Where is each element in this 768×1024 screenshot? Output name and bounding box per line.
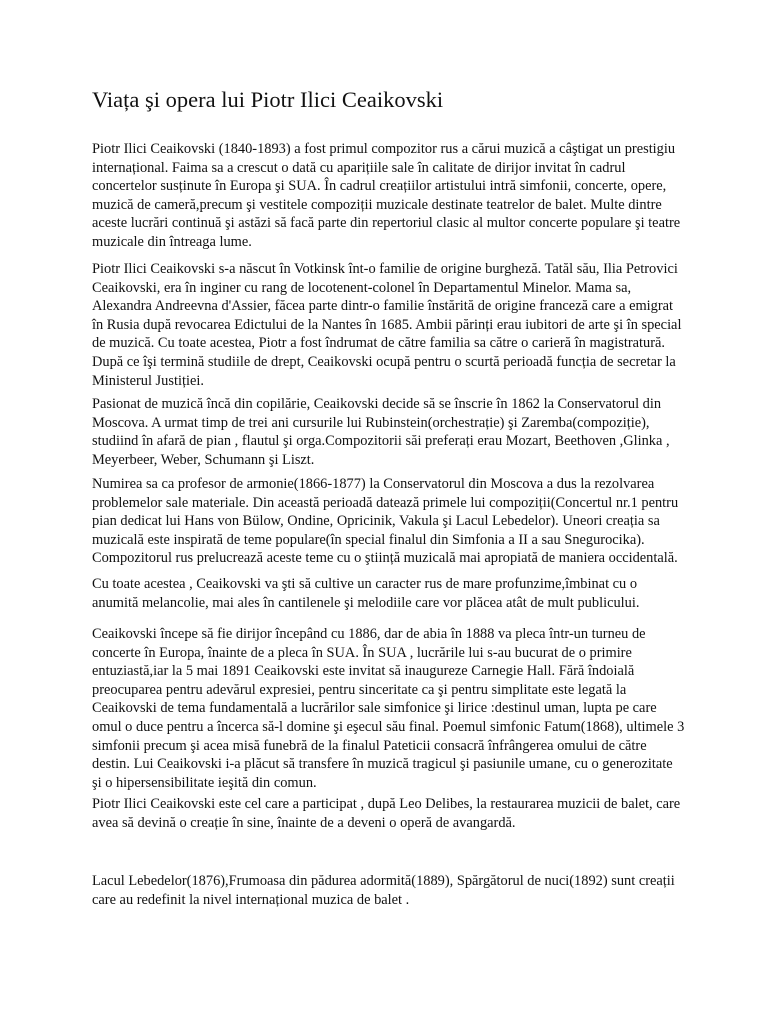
paragraph-line: Compozitorul rus prelucrează aceste teme cu o ştiință muzicală mai apropiată de maniera occidentală. — [92, 550, 678, 567]
paragraph-line: anumită melancolie, mai ales în cantilenele şi melodiile care vor plăcea atât de mult publicului. — [92, 594, 640, 611]
paragraph-line: Meyerbeer, Weber, Schumann şi Liszt. — [92, 451, 315, 468]
paragraph-line: problemelor sale materiale. Din această perioadă datează primele lui compoziții(Concertul nr.1 pentru — [92, 494, 679, 511]
paragraph-line: internațional. Faima sa a crescut o dată cu aparițiile sale în calitate de dirijor invitat în cadrul — [92, 159, 626, 176]
paragraph-line: omul o duce pentru a încerca să-l domine şi eşecul său final. Poemul simfonic Fatum(1868), ultimele 3 — [92, 718, 685, 735]
paragraph-line: muzicale din întreaga lume. — [92, 233, 252, 250]
paragraph-8 — [92, 872, 692, 909]
paragraph-4 — [92, 475, 692, 568]
paragraph-line: Numirea sa ca profesor de armonie(1866-1877) la Conservatorul din Moscova a dus la rezolvarea — [92, 476, 655, 492]
paragraph-line: concertelor susținute în Europa şi SUA. În cadrul creațiilor artistului intră simfonii, concerte, opere, — [92, 178, 667, 195]
paragraph-line: Piotr Ilici Ceaikovski s-a născut în Votkinsk înt-o familie de origine burgheză. Tatăl său, Ilia Petrovici — [92, 261, 678, 277]
paragraph-line: După ce îşi termină studiile de drept, Ceaikovski ocupă pentru o scurtă perioadă funcția de secretar la — [92, 353, 676, 370]
paragraph-line: muzicală este inspirată de teme populare(în special finalul din Simfonia a II a sau Snegurocika). — [92, 531, 645, 548]
paragraph-line: studiind în afară de pian , flautul şi orga.Compozitorii săi preferați erau Mozart, Beethoven ,Glinka , — [92, 433, 670, 450]
paragraph-line: Ceaikovski, era în inginer cu rang de locotenent-colonel în Departamentul Minelor. Mama sa, — [92, 279, 632, 296]
paragraph-line: Moscova. A urmat timp de trei ani cursurile lui Rubinstein(orchestrație) şi Zaremba(compoziție), — [92, 414, 650, 431]
paragraph-line: pian dedicat lui Hans von Bülow, Ondine, Opricinik, Vakula şi Lacul Lebedelor). Uneori creația sa — [92, 513, 660, 530]
paragraph-line: Pasionat de muzică încă din copilărie, Ceaikovski decide să se înscrie în 1862 la Conservatorul din — [92, 396, 662, 412]
paragraph-line: Lacul Lebedelor(1876),Frumoasa din pădurea adormită(1889), Spărgătorul de nuci(1892) sunt creații — [92, 873, 675, 889]
paragraph-7 — [92, 795, 692, 832]
paragraph-line: concerte în Europa, înainte de a pleca în SUA. În SUA , lucrările lui s-au bucurat de o primire — [92, 644, 632, 661]
paragraph-6 — [92, 625, 692, 792]
paragraph-line: Ceaikovski de tema fundamentală a lucrărilor sale simfonice şi lirice :destinul uman, lupta pe care — [92, 700, 657, 717]
document-title: Viața şi opera lui Piotr Ilici Ceaikovski — [92, 87, 444, 112]
paragraph-line: Ceaikovski începe să fie dirijor începând cu 1886, dar de abia în 1888 va pleca într-un turneu de — [92, 626, 646, 642]
paragraph-line: în Rusia după revocarea Edictului de la Nantes în 1685. Ambii părinți erau iubitori de arte şi în special — [92, 316, 682, 333]
paragraph-line: Piotr Ilici Ceaikovski (1840-1893) a fost primul compozitor rus a cărui muzică a câştigat un prestigiu — [92, 141, 676, 157]
paragraph-line: destin. Lui Ceaikovski i-a plăcut să transfere în muzică tragicul şi pasiunile umane, cu o generozitate — [92, 756, 673, 773]
paragraph-2 — [92, 260, 692, 390]
paragraph-line: preocuparea pentru adevărul expresiei, pentru sinceritate ca şi pentru simplitate este legată la — [92, 681, 627, 698]
paragraph-5 — [92, 575, 692, 612]
paragraph-3 — [92, 395, 692, 469]
paragraph-line: avea să devină o creație în sine, înainte de a deveni o operă de avangardă. — [92, 814, 516, 831]
paragraph-line: muzică de cameră,precum şi vestitele compoziții muzicale destinate teatrelor de balet. Multe dintre — [92, 196, 662, 213]
paragraph-line: simfonii precum şi acea misă funebră de la finalul Pateticii consacră înfrângerea omului de către — [92, 737, 647, 754]
paragraph-line: Cu toate acestea , Ceaikovski va şti să cultive un caracter rus de mare profunzime,îmbinat cu o — [92, 576, 638, 592]
paragraph-line: şi o hipersensibilitate ieşită din comun. — [92, 774, 317, 791]
paragraph-line: aceste lucrări continuă şi astăzi să facă parte din repertoriul clasic al multor concerte populare şi teatre — [92, 215, 681, 232]
paragraph-line: entuziastă,iar la 5 mai 1891 Ceaikovski este invitat să inaugureze Carnegie Hall. Fără îndoială — [92, 663, 635, 680]
paragraph-1 — [92, 140, 692, 252]
paragraph-line: de muzică. Cu toate acestea, Piotr a fost îndrumat de către familia sa către o carieră în magistratură. — [92, 335, 665, 352]
paragraph-line: Alexandra Andreevna d'Assier, făcea parte dintr-o familie înstărită de origine franceză care a emigrat — [92, 298, 674, 315]
paragraph-line: Piotr Ilici Ceaikovski este cel care a participat , după Leo Delibes, la restaurarea muzicii de balet, care — [92, 796, 681, 812]
paragraph-line: care au redefinit la nivel internațional muzica de balet . — [92, 891, 410, 908]
paragraph-line: Ministerul Justiției. — [92, 372, 204, 389]
